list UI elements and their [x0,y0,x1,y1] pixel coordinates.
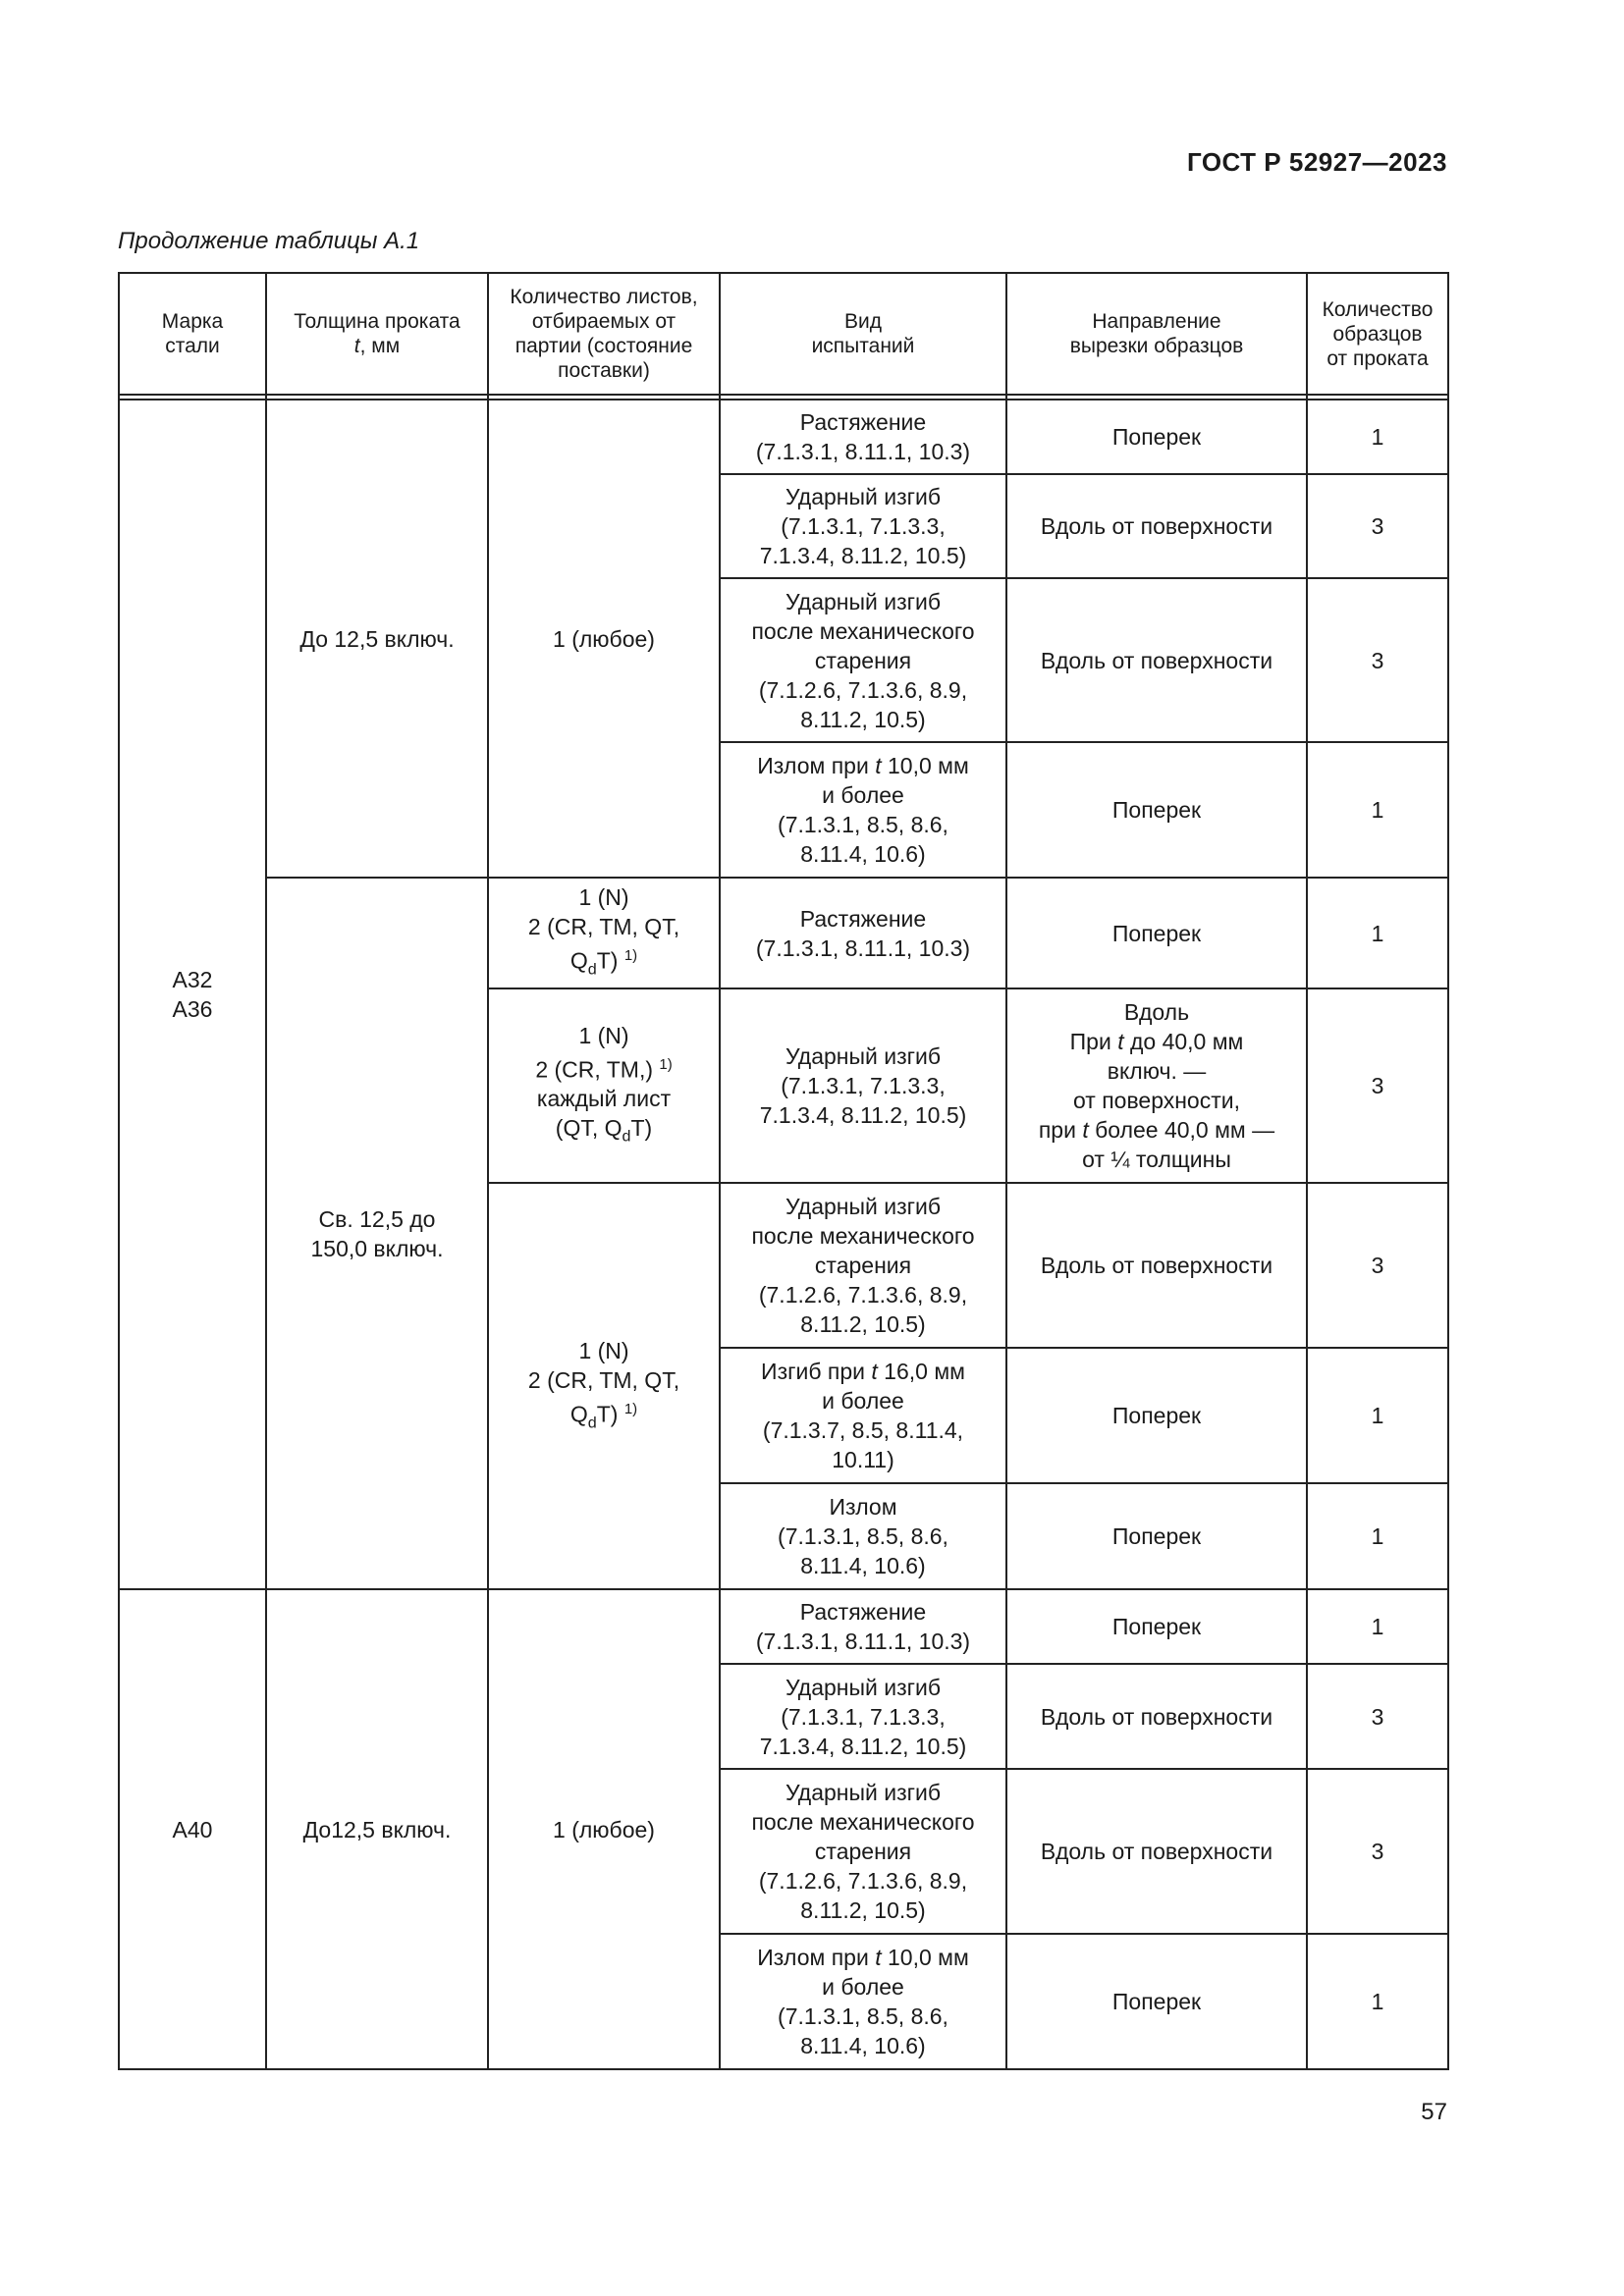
header-text: Количество листов, [510,286,698,308]
direction-text: от ¼ толщины [1082,1147,1231,1173]
cell-count: 1 [1307,1483,1448,1589]
subscript-d: d [587,960,597,979]
cell-test-type [720,1769,1006,1934]
thickness-text: Св. 12,5 до [318,1205,436,1232]
header-text: вырезки образцов [1069,335,1244,357]
cell-test-type [720,578,1006,742]
test-reference: (7.1.2.6, 7.1.3.6, 8.9, [758,1868,968,1895]
cell-count: 3 [1307,1183,1448,1348]
header-text: от проката [1326,347,1429,370]
cell-count: 1 [1307,742,1448,878]
test-name: после механического [751,1223,975,1250]
sheet-text: 1 (N) [578,1022,629,1048]
test-reference: (7.1.3.1, 8.11.1, 10.3) [755,1629,971,1655]
cell-direction [1006,988,1307,1183]
cell-direction: Вдоль от поверхности [1006,578,1307,742]
sheet-text: 1 (N) [578,1337,629,1363]
test-reference: (7.1.2.6, 7.1.3.6, 8.9, [758,676,968,703]
cell-count: 3 [1307,578,1448,742]
table-caption: Продолжение таблицы А.1 [118,228,420,254]
cell-test-type [720,1664,1006,1769]
test-reference: 7.1.3.4, 8.11.2, 10.5) [759,1102,967,1129]
cell-direction: Вдоль от поверхности [1006,1769,1307,1934]
table-row [119,878,1448,988]
header-text: стали [165,335,220,357]
sheet-text: 1 (N) [578,884,629,910]
test-name: Изгиб при [761,1359,872,1385]
test-name: Излом при [757,1945,876,1971]
variable-t: t [1082,1117,1089,1144]
cell-direction: Вдоль от поверхности [1006,1183,1307,1348]
variable-t: t [871,1359,878,1385]
test-reference: 8.11.4, 10.6) [800,841,926,867]
test-name: и более [822,1388,904,1415]
test-name: 16,0 мм [877,1359,965,1385]
header-specimen-count [1307,273,1448,395]
direction-text: При [1069,1029,1118,1055]
variable-t: t [875,1945,882,1971]
test-name: Ударный изгиб [785,1780,942,1806]
cell-test-type [720,1348,1006,1483]
header-test-type [720,273,1006,395]
test-reference: 7.1.3.4, 8.11.2, 10.5) [759,1733,967,1759]
test-name: Ударный изгиб [785,588,942,614]
test-name: Ударный изгиб [785,484,942,509]
cell-direction: Поперек [1006,1934,1307,2069]
test-name: старения [814,1253,912,1279]
test-reference: (7.1.3.1, 8.11.1, 10.3) [755,439,971,464]
test-name: и более [822,782,904,808]
sheet-text: T) [596,947,619,974]
header-text: Марка [161,310,224,333]
test-name: Ударный изгиб [785,1674,942,1700]
cell-thickness: До 12,5 включ. [266,400,488,878]
cell-steel-grade [119,400,266,1589]
subscript-d: d [587,1413,597,1431]
footnote-mark: 1) [659,1055,673,1073]
cell-sheet-count [488,1183,720,1589]
cell-direction: Поперек [1006,400,1307,474]
cell-test-type [720,1589,1006,1664]
sheet-text: T) [630,1115,653,1142]
cell-test-type [720,400,1006,474]
test-name: старения [814,647,912,673]
cell-count: 3 [1307,1664,1448,1769]
cell-steel-grade: А40 [119,1589,266,2069]
test-reference: 7.1.3.4, 8.11.2, 10.5) [759,543,967,568]
table-row [119,400,1448,474]
test-name: 10,0 мм [881,753,969,778]
footnote-mark: 1) [623,947,638,964]
direction-text: более 40,0 мм — [1088,1117,1275,1144]
test-reference: (7.1.3.1, 8.5, 8.6, [778,812,948,837]
header-text: образцов [1332,322,1423,346]
header-text: Количество [1322,297,1434,321]
header-text: , мм [359,335,401,357]
cell-count: 1 [1307,400,1448,474]
cell-direction: Поперек [1006,878,1307,988]
header-text: поставки) [558,359,650,382]
test-reference: (7.1.3.1, 7.1.3.3, [781,513,946,539]
direction-text: при [1038,1117,1083,1144]
cell-count: 1 [1307,1934,1448,2069]
cell-count: 3 [1307,1769,1448,1934]
sheet-text: каждый лист [536,1086,672,1112]
header-text: Направление [1092,310,1221,333]
test-reference: (7.1.3.1, 8.5, 8.6, [778,1523,948,1550]
cell-sheet-count [488,878,720,988]
cell-sheet-count [488,988,720,1183]
cell-direction: Поперек [1006,742,1307,878]
cell-test-type [720,742,1006,878]
test-reference: 8.11.4, 10.6) [800,1553,926,1579]
test-reference: 8.11.2, 10.5) [800,1897,926,1924]
sheet-text: 2 (CR, TM, QT, [527,914,680,939]
grade-text: А32 [172,967,213,993]
test-name: старения [814,1839,912,1865]
test-reference: (7.1.3.1, 7.1.3.3, [781,1073,946,1099]
direction-text: Вдоль [1123,999,1190,1026]
test-reference: 10.11) [832,1447,894,1473]
variable-t: t [353,335,360,357]
document-code: ГОСТ Р 52927—2023 [1186,147,1447,177]
cell-count: 3 [1307,474,1448,578]
cell-test-type [720,1934,1006,2069]
test-name: Растяжение [799,905,927,932]
header-steel-grade [119,273,266,395]
sheet-text: T) [596,1401,619,1427]
test-reference: 8.11.2, 10.5) [800,706,926,732]
test-reference: (7.1.3.1, 7.1.3.3, [781,1703,946,1730]
header-text: Вид [844,310,882,333]
cell-count: 3 [1307,988,1448,1183]
direction-text: включ. — [1107,1058,1207,1085]
header-text: Толщина проката [294,310,460,333]
sheet-text: 2 (CR, TM, QT, [527,1366,680,1393]
sheet-text: Q [569,1401,588,1427]
header-sheet-count [488,273,720,395]
cell-direction: Вдоль от поверхности [1006,474,1307,578]
test-name: после механического [751,1809,975,1836]
test-name: Излом при [757,753,876,778]
test-reference: (7.1.3.1, 8.11.1, 10.3) [755,934,971,961]
sheet-text: 2 (CR, TM,) [535,1056,653,1083]
header-cut-direction [1006,273,1307,395]
test-reference: (7.1.3.7, 8.5, 8.11.4, [762,1417,964,1444]
test-reference: 8.11.2, 10.5) [800,1311,926,1338]
test-name: Ударный изгиб [785,1043,942,1070]
sheet-text: Q [569,947,588,974]
cell-test-type [720,1483,1006,1589]
test-name: Растяжение [799,409,927,435]
test-reference: (7.1.3.1, 8.5, 8.6, [778,2003,948,2030]
page-number: 57 [1421,2099,1447,2125]
cell-thickness [266,878,488,1589]
cell-direction: Поперек [1006,1483,1307,1589]
footnote-mark: 1) [623,1400,638,1417]
cell-count: 1 [1307,878,1448,988]
cell-sheet-count: 1 (любое) [488,1589,720,2069]
test-name: Растяжение [799,1599,927,1626]
cell-test-type [720,474,1006,578]
table-row [119,1589,1448,1664]
thickness-text: 150,0 включ. [310,1235,444,1261]
test-reference: 8.11.4, 10.6) [800,2033,926,2059]
cell-count: 1 [1307,1589,1448,1664]
variable-t: t [875,753,882,778]
test-name: Излом [829,1494,897,1521]
cell-count: 1 [1307,1348,1448,1483]
cell-thickness: До12,5 включ. [266,1589,488,2069]
cell-test-type [720,1183,1006,1348]
test-reference: (7.1.2.6, 7.1.3.6, 8.9, [758,1282,968,1308]
subscript-d: d [622,1127,631,1146]
header-text: партии (состояние [514,335,693,357]
direction-text: до 40,0 мм [1123,1029,1244,1055]
cell-direction: Поперек [1006,1348,1307,1483]
direction-text: от поверхности, [1072,1088,1240,1114]
table-header-row [119,273,1448,395]
cell-direction: Вдоль от поверхности [1006,1664,1307,1769]
grade-text: А36 [172,996,213,1023]
test-name: Ударный изгиб [785,1194,942,1220]
test-name: и более [822,1974,904,2001]
cell-direction: Поперек [1006,1589,1307,1664]
sheet-text: (QT, Q [555,1115,623,1142]
cell-test-type [720,988,1006,1183]
test-name: 10,0 мм [881,1945,969,1971]
cell-sheet-count: 1 (любое) [488,400,720,878]
header-text: испытаний [811,335,915,357]
test-requirements-table [118,272,1449,2070]
header-text: отбираемых от [531,310,677,333]
test-name: после механического [751,617,975,644]
variable-t: t [1117,1029,1124,1055]
header-thickness [266,273,488,395]
cell-test-type [720,878,1006,988]
